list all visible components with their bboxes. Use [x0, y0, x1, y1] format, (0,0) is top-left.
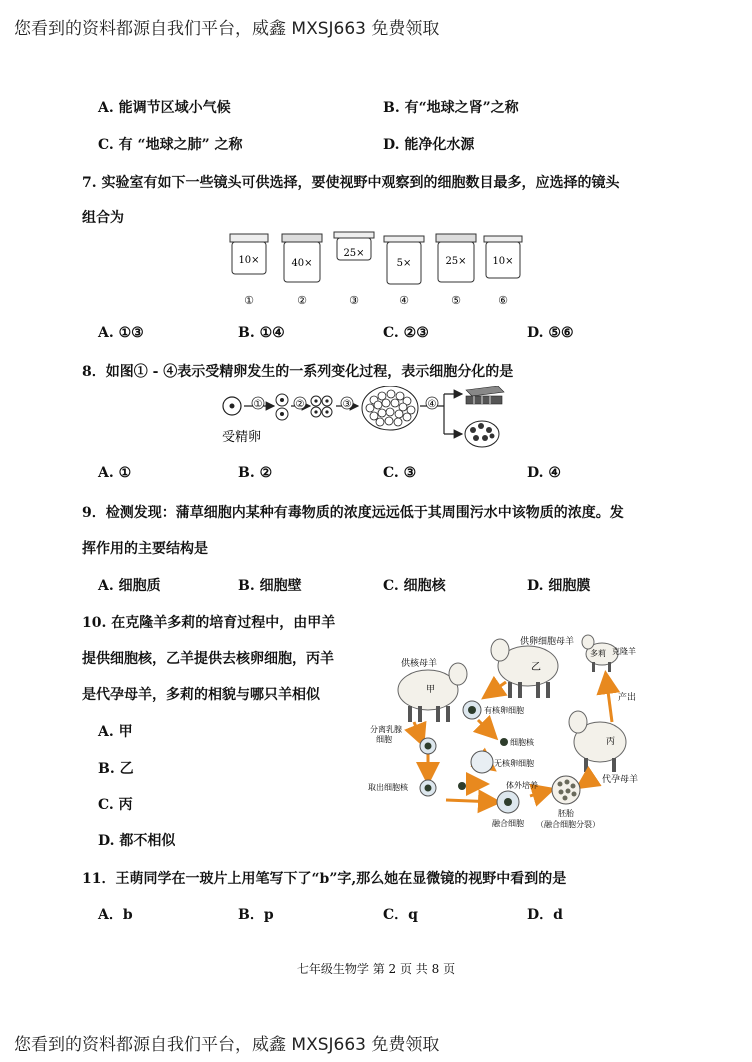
lens-4 — [384, 236, 424, 307]
cloning-diagram — [366, 624, 646, 834]
lens-1-num: ① — [244, 294, 254, 307]
sheep-jia — [398, 663, 467, 722]
lens-1-mag: 10× — [238, 255, 260, 266]
tissue-round — [465, 421, 499, 447]
lens-3-mag: 25× — [343, 248, 365, 259]
q8-stem: 8．如图① - ④表示受精卵发生的一系列变化过程，表示细胞分化的是 — [82, 364, 514, 380]
q10-option-b: B. 乙 — [98, 761, 134, 777]
lens-5 — [436, 234, 476, 307]
lens-diagram — [222, 228, 542, 314]
embryo — [552, 776, 580, 804]
q7-stem-line1: 7. 实验室有如下一些镜头可供选择，要使视野中观察到的细胞数目最多，应选择的镜头 — [82, 175, 620, 191]
q10-option-c: C. 丙 — [98, 797, 133, 813]
q9-stem-line1: 9．检测发现：蒲草细胞内某种有毒物质的浓度远远低于其周围污水中该物质的浓度。发 — [82, 505, 624, 521]
lens-2-num: ② — [297, 294, 307, 307]
birth-label: 产出 — [618, 693, 637, 703]
step-2-label: ② — [295, 399, 305, 410]
q7-option-b: B. ①④ — [238, 325, 285, 341]
embryo-label: 胚胎 — [558, 809, 574, 818]
lens-6-num: ⑥ — [498, 294, 508, 307]
q6-option-a: A. 能调节区域小气候 — [98, 100, 231, 116]
q6-option-d: D. 能净化水源 — [383, 137, 475, 153]
q10-stem-line1: 10. 在克隆羊多莉的培育过程中，由甲羊 — [82, 615, 336, 631]
bing-label: 丙 — [606, 737, 616, 747]
lens-2 — [282, 234, 322, 307]
fused-label: 融合细胞 — [492, 819, 524, 828]
nucleated-egg-label: 有核卵细胞 — [484, 706, 524, 715]
q6-option-c: C. 有 “地球之肺” 之称 — [98, 137, 243, 153]
q11-stem: 11．王萌同学在一玻片上用笔写下了“b”字,那么她在显微镜的视野中看到的是 — [82, 871, 567, 887]
nucleus-label: 细胞核 — [510, 738, 534, 747]
lens-5-num: ⑤ — [451, 294, 461, 307]
q9-option-b: B. 细胞壁 — [238, 578, 302, 594]
q10-stem-line2: 提供细胞核，乙羊提供去核卵细胞，丙羊 — [82, 651, 334, 667]
lens-3-num: ③ — [349, 294, 359, 307]
q6-option-b: B. 有“地球之肾”之称 — [383, 100, 519, 116]
q8-option-d: D. ④ — [527, 465, 561, 481]
lens-5-mag: 25× — [445, 256, 467, 267]
q11-option-a: A．b — [98, 907, 133, 923]
q11-option-d: D．d — [527, 907, 563, 923]
tissue-block — [466, 386, 504, 404]
step-4-label: ④ — [427, 399, 437, 410]
dolly-label: 多莉 — [590, 649, 606, 658]
nucleus-dot — [500, 738, 508, 746]
mammary-label-2: 细胞 — [376, 735, 392, 744]
extract-nucleus-label: 取出细胞核 — [368, 783, 408, 792]
jia-label: 甲 — [426, 685, 436, 695]
lens-1 — [230, 234, 268, 307]
q9-stem-line2: 挥作用的主要结构是 — [82, 541, 208, 557]
q9-option-c: C. 细胞核 — [383, 578, 446, 594]
lens-6-mag: 10× — [492, 256, 514, 267]
q10-option-a: A. 甲 — [98, 724, 133, 740]
lens-4-num: ④ — [399, 294, 409, 307]
q11-option-b: B．p — [238, 907, 274, 923]
surrogate-label: 代孕母羊 — [602, 775, 639, 785]
lens-3 — [334, 232, 374, 307]
enucleated-egg-label: 无核卵细胞 — [494, 759, 534, 768]
q7-stem-line2: 组合为 — [82, 210, 124, 226]
cell-mass — [362, 386, 418, 430]
page-footer: 七年级生物学 第 2 页 共 8 页 — [296, 962, 456, 976]
cell-division-diagram — [218, 386, 508, 448]
culture-label: 体外培养 — [506, 781, 538, 790]
q8-option-c: C. ③ — [383, 465, 417, 481]
lens-6 — [484, 236, 522, 307]
clone-label: 克隆羊 — [612, 647, 636, 656]
q7-option-c: C. ②③ — [383, 325, 429, 341]
q10-stem-line3: 是代孕母羊，多莉的相貌与哪只羊相似 — [82, 687, 320, 703]
mammary-label: 分离乳腺 — [370, 725, 402, 734]
q8-option-a: A. ① — [98, 465, 132, 481]
lens-4-mag: 5× — [396, 258, 412, 269]
q8-option-b: B. ② — [238, 465, 273, 481]
sheep-bing — [569, 711, 626, 772]
zygote-label: 受精卵 — [222, 430, 262, 445]
q10-option-d: D. 都不相似 — [98, 833, 176, 849]
yi-label: 乙 — [531, 662, 541, 673]
egg-donor-label: 供卵细胞母羊 — [520, 637, 575, 647]
q9-option-d: D. 细胞膜 — [527, 578, 591, 594]
step-3-label: ③ — [342, 399, 352, 410]
step-1-label: ① — [253, 399, 263, 410]
nucleus-donor-label: 供核母羊 — [401, 659, 438, 669]
watermark-bottom: 您看到的资料都源自我们平台，威鑫 MXSJ663 免费领取 — [14, 1035, 440, 1055]
embryo-note: （融合细胞分裂） — [536, 820, 600, 829]
lens-2-mag: 40× — [291, 258, 313, 269]
enucleated-egg-cell — [471, 751, 493, 773]
q9-option-a: A. 细胞质 — [98, 578, 161, 594]
q11-option-c: C．q — [383, 907, 418, 923]
sheep-yi — [491, 639, 558, 698]
q7-option-a: A. ①③ — [98, 325, 144, 341]
q7-option-d: D. ⑤⑥ — [527, 325, 574, 341]
watermark-top: 您看到的资料都源自我们平台，威鑫 MXSJ663 免费领取 — [14, 19, 440, 39]
